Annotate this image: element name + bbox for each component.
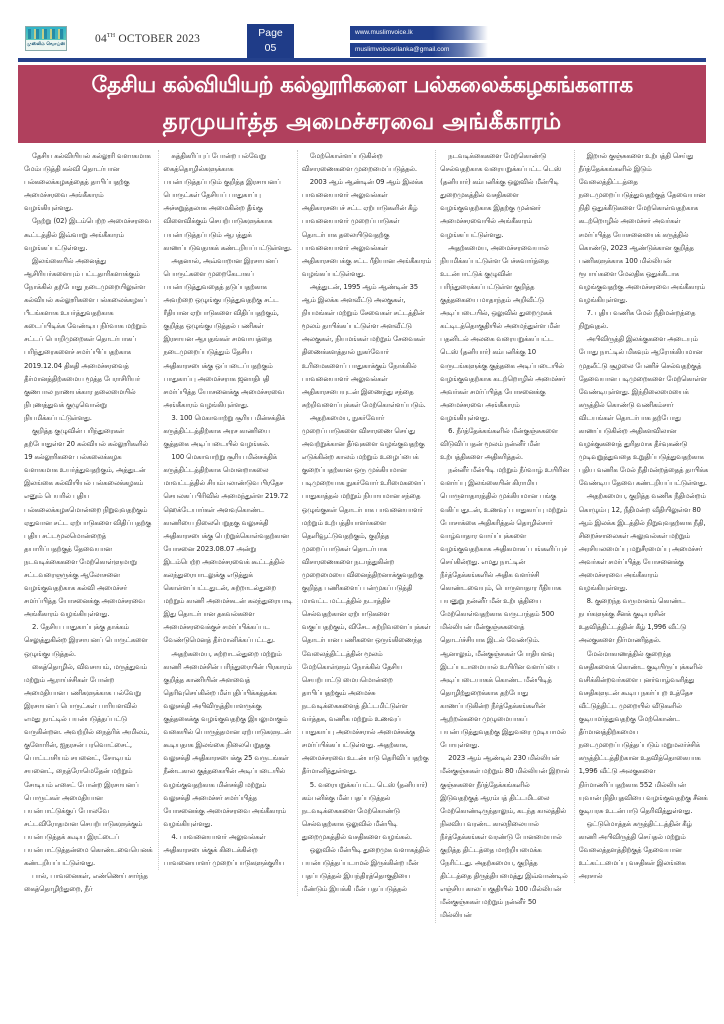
article-column-2 — [158, 150, 296, 870]
article-paragraph: குறித்த குழுவின் பரிந்துரைகள் தற்போதுள்ள 20 கல்வியல் கல்லூரிகளில் 19 கல்லூரிகளை பல்கலைக்கழக வளாகமாக உயர்த்துவதற்கும், அத்துடன் இலங்கை கல்வியியல் பல்கலைக்கழகம் எனும் பெயரில் புதிய பல்கலைக்கழகமொன்றை நிறுவுவதற்கும் ஏதுவான சட்ட ஏற்பாடுகளை விதிப்பதற்கு புதிய சட்டமூலமொன்றைத் தயாரிப்பதற்குத் தேவையான நடவடிக்கைகளை மேற்கொள்ளுமாறு சட்டவரைஞருக்கு ஆலோசனை வழங்குவதற்காக கல்வி அமைச்சர் சமர்ப்பித்த யோசனைக்கு அமைச்சரவை அங்கீகாரம் வழங்கியுள்ளது. — [24, 426, 152, 619]
website-link[interactable]: www.muslimvoice.lk — [350, 26, 488, 40]
article-column-4 — [435, 150, 573, 923]
article-paragraph: நன்னீர் மீன்பிடி மற்றும் நீர்வாழ் உயிரின வளர்ப்பு இலங்கையின் கிராமிய பொருளாதாரத்தில் முக்கியமான பங்கு வகிப்பதுடன், உணவுப் பாதுகாப்பு மற்றும் போசாக்கை அதிகரித்தல் தொழில்சார் வாழ்வாதார வாய்ப்புக்களை வழங்குவதற்காக அதிகமாகப் பங்களிப்புச் செய்கின்றது. எமது நாட்டின் நீர்த்தேக்கங்களில் அதிக வளர்ச்சி கொண்டவையும், பொருளாதார ரீதியாக பயனுறு நன்னீர் மீன் உற்பத்தியை மேற்கொள்வதற்காக வருடாந்தம் 500 மில்லியன் மீன்குஞ்சுகளைத் தொடர்ச்சியாக இடல் வேண்டும். ஆனாலும், மீன்குஞ்சுகள் போதியளவு இடப்படாமையால் உயிரின வளர்ப்பை அடிப்படையாகக் கொண்ட மீன்பிடித் தொழிற்துறைக்காக தற்போது காணப்படுகின்ற நீர்த்தேக்கங்களின் ஆற்றல்களை முழுமையாகப் பயன்படுத்துவதற்கு இதுவரை முடியாமல் போயுள்ளது. — [440, 466, 569, 750]
article-paragraph: 3. 100 மெகாவாற்று சூரிய மின்சக்திக் கருத்திட்டத்திற்காக அரச காணியை குத்தகை அடிப்படையில் வழங்கல். — [163, 413, 286, 449]
issue-date — [95, 33, 200, 45]
article-paragraph: ஒட்டுமொத்தக் கருத்திட்டத்தின் கீழ் காணி அபிவிருத்தி செய்தல் மற்றும் வேலைத்தளத்திற்குத் தேவையான உட்கட்டமைப்பு வசதிகள் இலங்கை அரசால் — [578, 819, 692, 881]
headline-banner — [18, 65, 706, 143]
article-paragraph: 2023 ஆம் ஆண்டில் 230 மில்லியன் மீன்குஞ்சுகள் மற்றும் 80 மில்லியன் இறால் குஞ்சுகளை நீர்த்தேக்கங்களில் இடுவதற்குத் ஆரம்பத் திட்டமிடலை மேற்கொண்டிருந்தாலும், கடந்த காலத்தில் நிலவிய வரண்ட காலநிலையால் நீர்த்தேக்கங்கள் வரண்டு போனமையால் குறித்த திட்டத்தை மாற்றியமைக்க நேரிட்டது. அதற்கமைய, குறித்த திட்டத்தை திருத்தியமைத்து இவ்வாண்டில் எஞ்சிய காலப்பகுதியில் 100 மில்லியன் மீன்குஞ்சுகள் மற்றும் நன்னீர் 50 மில்லியன் — [440, 754, 570, 920]
logo-text: முஸ்லிம் வொய்ஸ் — [26, 40, 66, 50]
article-paragraph: இறால் குஞ்சுகளை உற்பத்தி செய்து நீர்த்தேக்கங்களில் இடும் வேலைத்திட்டத்தை நடைமுறைப்படுத்துவதற்குத் தேவையான நிதி ஒதுக்கீடுகளை மேற்கொள்வதற்காக கடற்றொழில் அமைச்சர் அவர்கள் சமர்ப்பித்த யோசனையைக் கருத்தில் கொண்டு, 2023 ஆண்டுக்கான குறித்த பணிகளுக்காக 100 மில்லியன் ரூபாய்களை மேலதிக ஒதுக்கீடாக வழங்குவதற்கு அமைச்சரவை அங்கீகாரம் வழங்கியுள்ளது. — [578, 152, 706, 305]
article-paragraph: அதற்கமைய, சுற்றாடல்துறை மற்றும் காணி அமைச்சின் பரிந்துரையின் பிரகாரம் குறித்த காணியின் அளவைத் தெரிவுசெய்கின்ற மீள்புதிப்பிக்கத்தக்க வலுசக்தி அபிவிருத்தியாளருக்கு குத்தகைக்கு வழங்குவதற்கு இயலுமாகும் வகையில் பொருத்தமான ஏற்பாடுகளுடன் கூடியதாக இலங்கை நிலைபெறுதகு வலுசக்தி அதிகாரசபைக்கு 25 வருடங்கள் நீண்டகால குத்தகையின் அடிப்படையில் வழங்குவதற்காக மின்சக்தி மற்றும் வலுசக்தி அமைச்சர் சமர்ப்பித்த யோசனைக்கு அமைச்சரவை அங்கீகாரம் வழங்கியுள்ளது. — [163, 649, 292, 828]
header-divider — [18, 58, 706, 62]
article-paragraph: 7. புதிய வணிக மேல் நீதிமன்றத்தை நிறுவுதல். — [578, 309, 696, 331]
contact-info — [350, 26, 488, 60]
article-paragraph: தேசிய கல்வியியல் கல்லூரி வளாகமாக மேம்படுத்தி கல்வி தொடர்பான பல்கலைக்கழகத்தைத் தாபிப்பதற்கு அமைச்சரவை அங்கீகாரம் வழங்கியுள்ளது. — [24, 152, 151, 213]
article-paragraph: 5. வரையறுக்கப்பட்ட டெஸ் (தனியார்) கம்பனிக்கு மீன் பதப்படுத்தல் நடவடிக்கைகளை மேற்கொண்டு செல்வதற்காக ஒலுவில் மீன்பிடி துறைமுகத்தில் வசதிகளை வழங்கல். — [301, 780, 428, 841]
article-paragraph: அதற்கமைய, நுகர்வோர் முறைப்பாடுகளை விசாரணை செய்து அவற்றுக்கான தீர்வுகளை வழங்குவதற்கு எடுக்கின்ற காலம் மற்றும் உழைப்பைக் குறைப்பதற்கான ஒரு முக்கியமான படிமுறையாக நுகர்வோர் உரிமைகளைப் பாதுகாத்தல் மற்றும் நியாயமான சந்தை ஒழுங்குகள் தொடர்பாக பாவனையாளர் மற்றும் உற்பத்தியாளர்களை தெளிவூட்டுவதற்கும், குறித்த முறைப்பாடுகள் தொடர்பாக விசாரணைகளை நடாத்துகின்ற முறைமையை வினைத்திறனாக்குவதற்கு குறித்த பணிகளைப் பன்முகப்படுத்தி மாவட்ட மட்டத்தில் நடாத்திச் செல்வதற்கான ஏற்பாடுகளை வகுப்பதற்கும், விசேட சுற்றிவளைப்புக்கள் தொடர்பான பணிகளை ஒருங்கிணைந்த வேலைத்திட்டத்தின் மூலம் மேற்கொள்ளும் நோக்கில் தேசிய செயற்பாட்டு மையமொன்றை தாபிப்பதற்கும் அமைச்சு நடவடிக்கைகளைத் திட்டமிட்டுள்ள வர்த்தக, வணிக மற்றும் உணவுப் பாதுகாப்பு அமைச்சரால் அமைச்சுக்கு சமர்ப்பிக்கப்பட்டுள்ளது. அதற்காக, அமைச்சரவை உடன்பாடு தெரிவிப்பதற்கு தீர்மானித்துள்ளது. — [301, 413, 431, 776]
logo-mosque-graphic — [28, 29, 64, 39]
article-column-3 — [297, 150, 435, 896]
masthead — [0, 0, 724, 62]
article-paragraph: கைத்தொழில், விவசாயம், மருத்துவம் மற்றும் ஆராய்ச்சிகள் போன்ற அமைதியான பணிகளுக்காக பல்வேறு இரசாயனப் பொருட்கள் பாரியளவில் எமது நாட்டில் பயன்படுத்தப்பட்டு வருகின்றன. அவற்றில் நைத்ரிக் அமிலம், குளோரின், ஐதரசன் பரவொட்சைட், பொட்டாசியம் சயனைட், சோடியம் சயனைட், நைத்ரோமெதேன் மற்றும் சோடியம் எசைட் போன்ற இரசாயனப் பொருட்கள் அமைதியான பயன்பாட்டுக்குப் போலவே சட்டவிரோதமான செயற்பாடுகளுக்கும் பயன்படுத்தக் கூடிய இரட்டைப் பயன்பாட்டுத்தன்மை கொண்டவையெனக் கண்டறியப்பட்டுள்ளது. — [24, 662, 153, 868]
article-paragraph: 6. நீர்த்தேக்கங்களில் மீன்குஞ்சுகளை விடுவிப்பதன் மூலம் நன்னீர் மீன் உற்பத்திகளை அதிகரித்தல். — [440, 426, 558, 462]
article-body — [20, 150, 712, 923]
article-paragraph: அத்துடன், 1995 ஆம் ஆண்டின் 35 ஆம் இலக்க அளவீட்டு அலகுகள், நியமங்கள் மற்றும் சேவைகள் சட்டத்தின் மூலம் தாபிக்கப்பட்டுள்ள அளவீட்டு அலகுகள், நியமங்கள் மற்றும் சேவைகள் திணைக்களத்தால் நுகர்வோர் உரிமைகளைப் பாதுகாக்கும் நோக்கில் பாவனையாளர் அலுவல்கள் அதிகாரசபையுடன் இணைந்து சந்தை சுற்றிவளைப்புக்கள் மேற்கொள்ளப்படும். — [301, 282, 426, 409]
article-paragraph: 2. தேசிய பாதுகாப்புக்கு தாக்கம் செலுத்துகின்ற இரசாயனப் பொருட்களை ஒழுங்குபடுத்தல். — [24, 623, 148, 658]
page-label: Page — [258, 27, 283, 39]
article-paragraph: அதற்கமைய, அமைச்சரவையால் நியமிக்கப்பட்டுள்ள பேச்சுவார்த்தை உடன்பாட்டுக் குழுவின் பரிந்துரைக்கப்பட்டுள்ள குறித்த குத்தகையை மாதாந்தம் அறிவீட்டு அடிப்படையில், ஒலுவில் துறைமுகக் கட்டிடத்தொகுதியில் அமைந்துள்ள மீன் பதனிடல் அலகை வரையறுக்கப்பட்ட டெஸ் (தனியார்) கம்பனிக்கு 10 வருடங்களுக்கு குத்தகை அடிப்படையில் வழங்குவதற்காக கடற்றொழில் அமைச்சர் அவர்கள் சமர்ப்பித்த யோசனைக்கு அமைச்சரவை அங்கீகாரம் வழங்கியுள்ளது. — [440, 243, 566, 422]
newspaper-logo — [25, 26, 67, 51]
article-column-5 — [574, 150, 712, 883]
article-paragraph: 2003 ஆம் ஆண்டின் 09 ஆம் இலக்க பாவனையாளர் அலுவல்கள் அதிகாரசபைச் சட்ட ஏற்பாடுகளின் கீழ் பாவனையாளர் முறைப்பாடுகள் தொடர்பாக தலையிடுவதற்கு பாவனையாளர் அலுவல்கள் அதிகாரசபைக்கு சட்ட ரீதியான அங்கீகாரம் வழங்கப்பட்டுள்ளது. — [301, 178, 431, 278]
date-month-year: OCTOBER 2023 — [118, 33, 201, 45]
article-paragraph: அதற்கமைய, குறித்த வணிக நீதிமன்றம் கொழும்பு 12, நீதிமன்ற வீதியிலுள்ள 80 ஆம் இலக்க இடத்தில் நிறுவுவதற்காக நீதி, சிறைச்சாலைகள் அலுவல்கள் மற்றும் அரசியலமைப்பு மறுசீரமைப்பு அமைச்சர் அவர்கள் சமர்ப்பித்த யோசனைக்கு அமைச்சரவை அங்கீகாரம் வழங்கியுள்ளது. — [578, 492, 706, 593]
article-paragraph: அபிவிருத்தி இலக்குகளை அடையும் போது நாட்டில் மிகவும் ஆரோக்கியமான முதலீட்டு சூழலை பேணிச் செல்வதற்குத் தேவையான படிமுறைகளை மேற்கொள்ள வேண்டியுள்ளது. இந்நிலைமையைக் கருத்தில் கொண்டு வணிகம்சார் விடயங்கள் தொடர்பாக தற்போது காணப்படுகின்ற அதிகளவிலான வழக்குகளைத் துரிதமாக தீர்வுகண்டு முடிவுறுத்துவதை உறுதிப்படுத்துவதற்காக புதிய வணிக மேல் நீதிமன்றத்தைத் தாபிக்க வேண்டிய தேவை கண்டறியப்பட்டுள்ளது. — [578, 335, 708, 488]
article-paragraph: பால், பாவனைகள், எண்ணெய் சார்ந்த கைத்தொழிற்துறை, நீர் — [24, 872, 148, 894]
article-paragraph: மேற்கொள்ளப்படுகின்ற விசாரணைகளை முறைமைப்படுத்தல். — [301, 152, 417, 174]
headline-line-1: தேசிய கல்வியியற் கல்லூரிகளை பல்கலைக்கழகங்களாக — [91, 73, 633, 98]
headline-line-2: தரமுயர்த்த அமைச்சரவை அங்கீகாரம் — [162, 109, 562, 135]
article-paragraph: நடவடிக்கைகளை மேற்கொண்டு செல்வதற்காக வரையறுக்கப்பட்ட டெஸ் (தனியார்) கம்பனிக்கு ஒலுவில் மீன்பிடி துறைமுகத்தில் வசதிகளை வழங்குவதற்காக இதற்கு முன்னர் அமைச்சரவையில் அங்கீகாரம் வழங்கப்பட்டுள்ளது. — [440, 152, 562, 239]
page-number: 05 — [264, 42, 277, 54]
article-paragraph: நேற்று (02) இடம்பெற்ற அமைச்சரவை கூட்டத்தில் இவ்வாறு அங்கீகாரம் வழங்கப்பட்டுள்ளது. — [24, 217, 151, 252]
page-number-box — [247, 24, 294, 58]
article-paragraph: 100 மெகாவாற்று சூரிய மின்சக்திக் கருத்திட்டத்திற்காக மொனறாகலை மாவட்டத்தில் சியம்பலாண்டுவ பிரதேச செயலகப் பிரிவில் அமைந்துள்ள 219.72 ஹெக்டேயார்கள் அளவுகொண்ட காணியை நிலைபெறுதகு வலுசக்தி அதிகாரசபைக்கு பெற்றுக்கொள்வதற்கான யோசனை 2023.08.07 அன்று இடம்பெற்ற அமைச்சரவைக் கூட்டத்தில் கலந்துரையாடலுக்கு எடுத்துக் கொள்ளப்பட்டதுடன், சுற்றாடல்துறை மற்றும் காணி அமைச்சுடன் கலந்துரையாடி இது தொடர்பான தகவல்களை அமைச்சரவைக்குச் சமர்ப்பிக்கப்பட வேண்டுமெனத் தீர்மானிக்கப்பட்டது. — [163, 453, 293, 645]
article-paragraph: 4. பாவனையாளர் அலுவல்கள் அதிகாரசபைக்குக் கிடைக்கின்ற பாவனையாளர் முறைப்பாடுகளுக்குரிய — [163, 832, 285, 868]
article-paragraph: 8. குறைந்த வருமானம் கொண்ட நபர்களுக்கு சீனக் குடியரசின் உதவித்திட்டத்தின் கீழ் 1,996 வீட்டு அலகுகளை நிர்மாணித்தல். — [578, 597, 687, 645]
date-suffix: TH — [106, 33, 116, 40]
article-column-1 — [20, 150, 158, 896]
email-link[interactable]: muslimvoicesrilanka@gmail.com — [350, 43, 488, 57]
article-paragraph: சுத்திகரிப்புப் போன்ற பல்வேறு கைத்தொழில்களுக்காக பயன்படுத்தப்படும் குறித்த இரசாயனப் பொருட்கள் தேசியப் பாதுகாப்பு அச்சுறுத்தலாக அமைகின்ற தீங்கு விளைவிக்கும் செயற்பாடுகளுக்காக பயன்படுத்தப்படும் ஆபத்துக் காணப்படுவதாகக் கண்டறியப்பட்டுள்ளது. — [163, 152, 292, 252]
article-paragraph: மேல்மாகாணத்தில் குறைந்த வசதிகளைக் கொண்ட குடியிருப்புக்களில் வசிக்கின்றவர்களை புனர்வாழ்வளித்து வசதிகளுடன் கூடிய நகர்ப்புற உத்தேச வீட்டுத்திட்ட முறையில் வீடுகளில் குடியமர்த்துவதற்கு மேற்கொண்ட தீர்மானத்திற்கமைய நடைமுறைப்படுத்தப்படும் மறுமலர்ச்சிக் கருத்திட்டத்திற்கான உதவித்தொகையாக 1,996 வீட்டு அலகுகளை நிர்மாணிப்பதற்காக 552 மில்லியன் யுவான் நிதியுதவியை வழங்குவதற்கு சீனக் குடியரசு உடன்பாடு தெரிவித்துள்ளது. — [578, 649, 708, 815]
article-paragraph: இலங்கையில் அனைத்து ஆசிரியர்களையும் பட்டதாரிகளாக்கும் நோக்கில் தற்போது நடைமுறையிலுள்ள கல்வியல் கல்லூரிகளை பல்கலைக்கழகப் பீடங்களாக உயர்த்துவதற்காக கடைப்பிடிக்க வேண்டிய நிர்வாக மற்றும் சட்டப் பொறிமுறைகள் தொடர்பாகப் பரிந்துரைகளைச் சமர்ப்பிப்பதற்காக 2019.12.04 திகதி அமைச்சரவைத் தீர்மானத்திற்கமைய மூத்த பேராசிரியர் குணபால நாணயக்கார தலைமையில் நிபுணத்துவக் குழுவொன்று நியமிக்கப்பட்டுள்ளது. — [24, 256, 147, 422]
article-paragraph: ஒலுவில் மீன்பிடி துறைமுக வளாகத்தில் பயன்படுத்தப்படாமல் இருக்கின்ற மீன் பதப்படுத்தல் இயந்திரத்தொகுதியை மீண்டும் இயக்கி மீன் பதப்படுத்தல் — [301, 845, 430, 894]
article-paragraph: அதனால், அவ்வாறான இரசாயனப் பொருட்களை முறைகேடாகப் பயன்படுத்துவதைத் தடுப்பதற்காக அவற்றை ஒழுங்குபடுத்துவதற்கு சட்ட ரீதியான ஏற்பாடுகளை விதிப்பதற்கும், குறித்த ஒழுங்குபடுத்தல் பணிகள் இரசாயன ஆயுதங்கள் சமவாயத்தை நடைமுறைப்படுத்தும் தேசிய அதிகாரசபைக்கு ஒப்படைப்பதற்கும் பாதுகாப்பு அமைச்சராக ஜனாதிபதி சமர்ப்பித்த யோசனைக்கு அமைச்சரவை அங்கீகாரம் வழங்கியுள்ளது. — [163, 256, 285, 409]
date-day: 04 — [95, 33, 107, 45]
